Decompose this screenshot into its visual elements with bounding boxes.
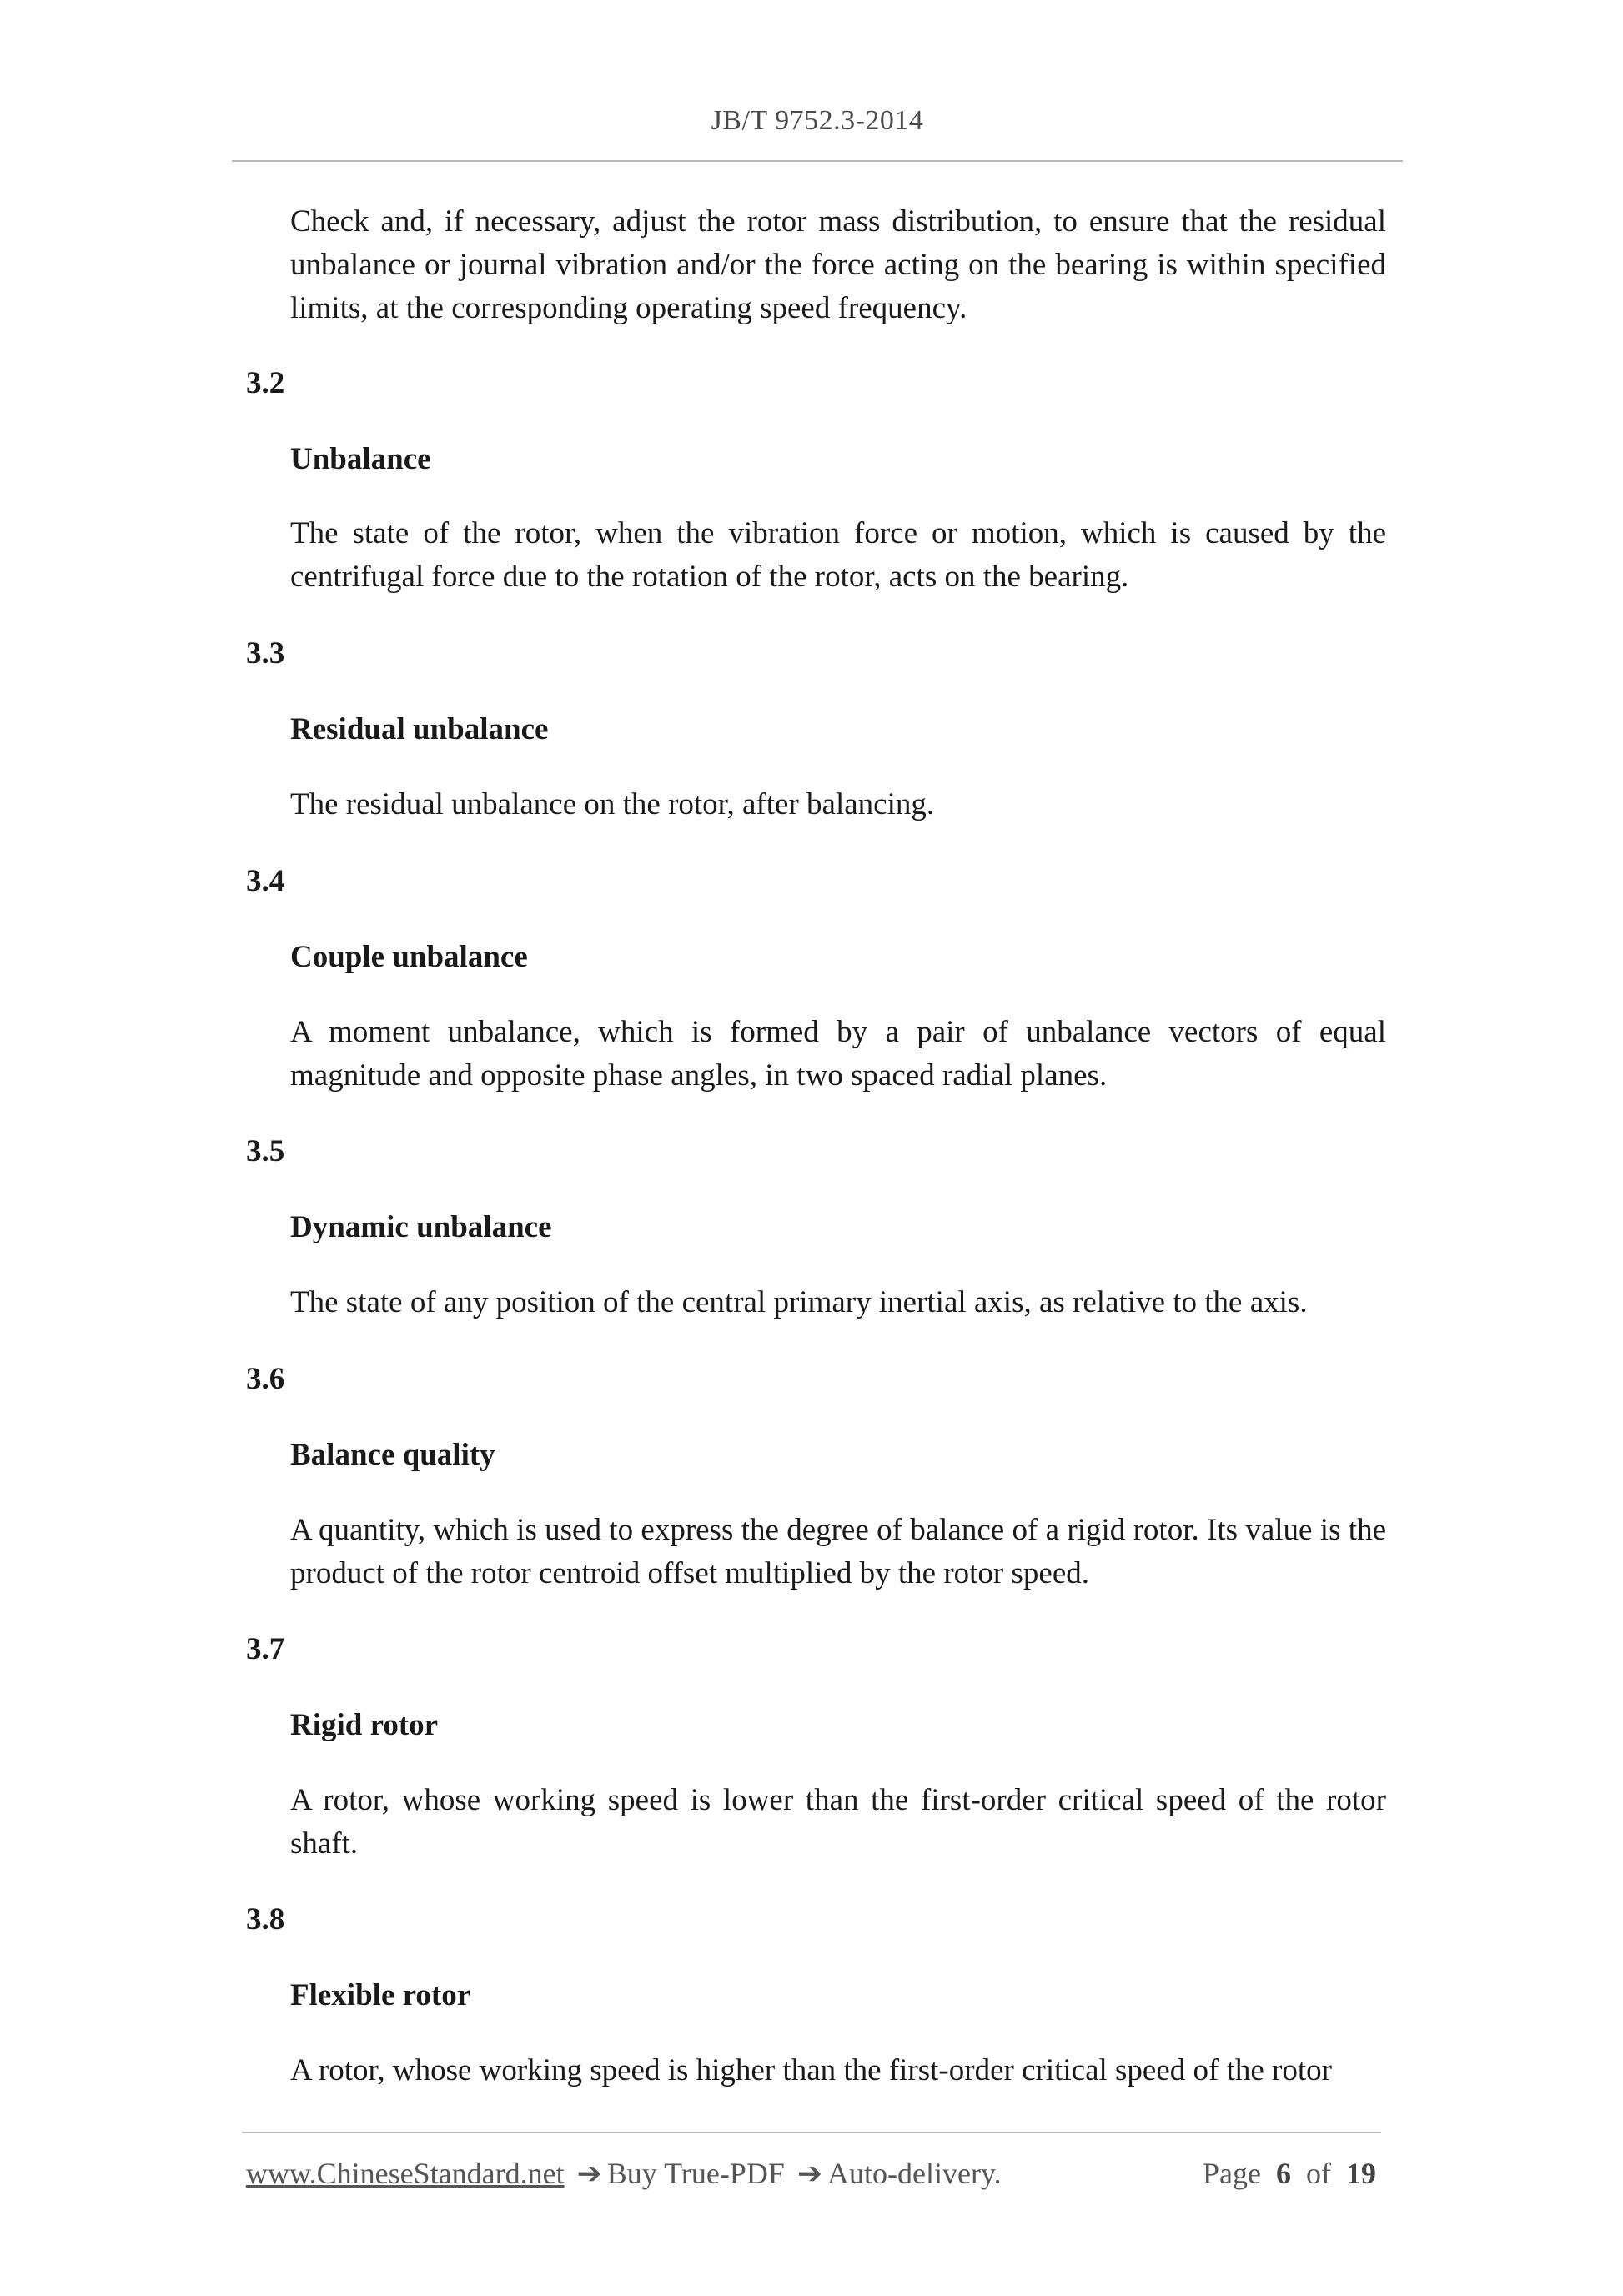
definition-dynamic-unbalance: The state of any position of the central primary inertial axis, as relative to the axis. bbox=[290, 1285, 1308, 1319]
page-indicator bbox=[1203, 2153, 1376, 2193]
definition-balance-quality: A quantity, which is used to express the degree of balance of a rigid rotor. Its value is the product of the rotor centroid offset multiplied by the rotor speed. bbox=[290, 1513, 1386, 1590]
definition-flexible-rotor: A rotor, whose working speed is higher than the first-order critical speed of the rotor bbox=[290, 2053, 1332, 2088]
footer-divider bbox=[242, 2132, 1381, 2133]
term-heading-residual-unbalance: Residual unbalance bbox=[290, 712, 549, 746]
definition-unbalance: The state of the rotor, when the vibration force or motion, which is caused by the centrifugal force due to the rotation of the rotor, acts on the bearing. bbox=[290, 516, 1386, 594]
term-heading-balance-quality: Balance quality bbox=[290, 1438, 495, 1472]
section-number-3-2: 3.2 bbox=[246, 366, 285, 400]
page-label: Page bbox=[1203, 2157, 1261, 2190]
section-number-3-3: 3.3 bbox=[246, 636, 285, 671]
section-number-3-8: 3.8 bbox=[246, 1902, 285, 1937]
site-link[interactable]: www.ChineseStandard.net bbox=[246, 2157, 565, 2190]
auto-delivery-text: Auto-delivery. bbox=[827, 2157, 1002, 2190]
definition-residual-unbalance: The residual unbalance on the rotor, after balancing. bbox=[290, 787, 935, 821]
section-number-3-5: 3.5 bbox=[246, 1134, 285, 1168]
term-heading-flexible-rotor: Flexible rotor bbox=[290, 1978, 471, 2012]
current-page-number: 6 bbox=[1276, 2157, 1291, 2190]
footer-promo bbox=[246, 2153, 1002, 2193]
term-heading-unbalance: Unbalance bbox=[290, 442, 431, 476]
term-heading-couple-unbalance: Couple unbalance bbox=[290, 940, 528, 974]
section-number-3-4: 3.4 bbox=[246, 864, 285, 898]
arrow-right-icon: ➔ bbox=[576, 2157, 602, 2190]
term-heading-dynamic-unbalance: Dynamic unbalance bbox=[290, 1210, 552, 1244]
term-heading-rigid-rotor: Rigid rotor bbox=[290, 1708, 439, 1742]
section-number-3-6: 3.6 bbox=[246, 1362, 285, 1396]
total-pages-number: 19 bbox=[1346, 2157, 1376, 2190]
arrow-right-icon: ➔ bbox=[796, 2157, 823, 2190]
definition-couple-unbalance: A moment unbalance, which is formed by a pair of unbalance vectors of equal magnitude and opposite phase angles, in two spaced radial planes. bbox=[290, 1015, 1386, 1093]
buy-true-pdf-text: Buy True-PDF bbox=[606, 2157, 785, 2190]
document-header-id: JB/T 9752.3-2014 bbox=[711, 105, 924, 136]
page-of-label: of bbox=[1306, 2157, 1331, 2190]
section-number-3-7: 3.7 bbox=[246, 1632, 285, 1666]
intro-paragraph: Check and, if necessary, adjust the rotor mass distribution, to ensure that the residual unbalance or journal vibration and/or the force acting on the bearing is within specified limits, at the corresponding operating speed frequency. bbox=[290, 204, 1386, 325]
definition-rigid-rotor: A rotor, whose working speed is lower than the first-order critical speed of the rotor shaft. bbox=[290, 1783, 1386, 1861]
